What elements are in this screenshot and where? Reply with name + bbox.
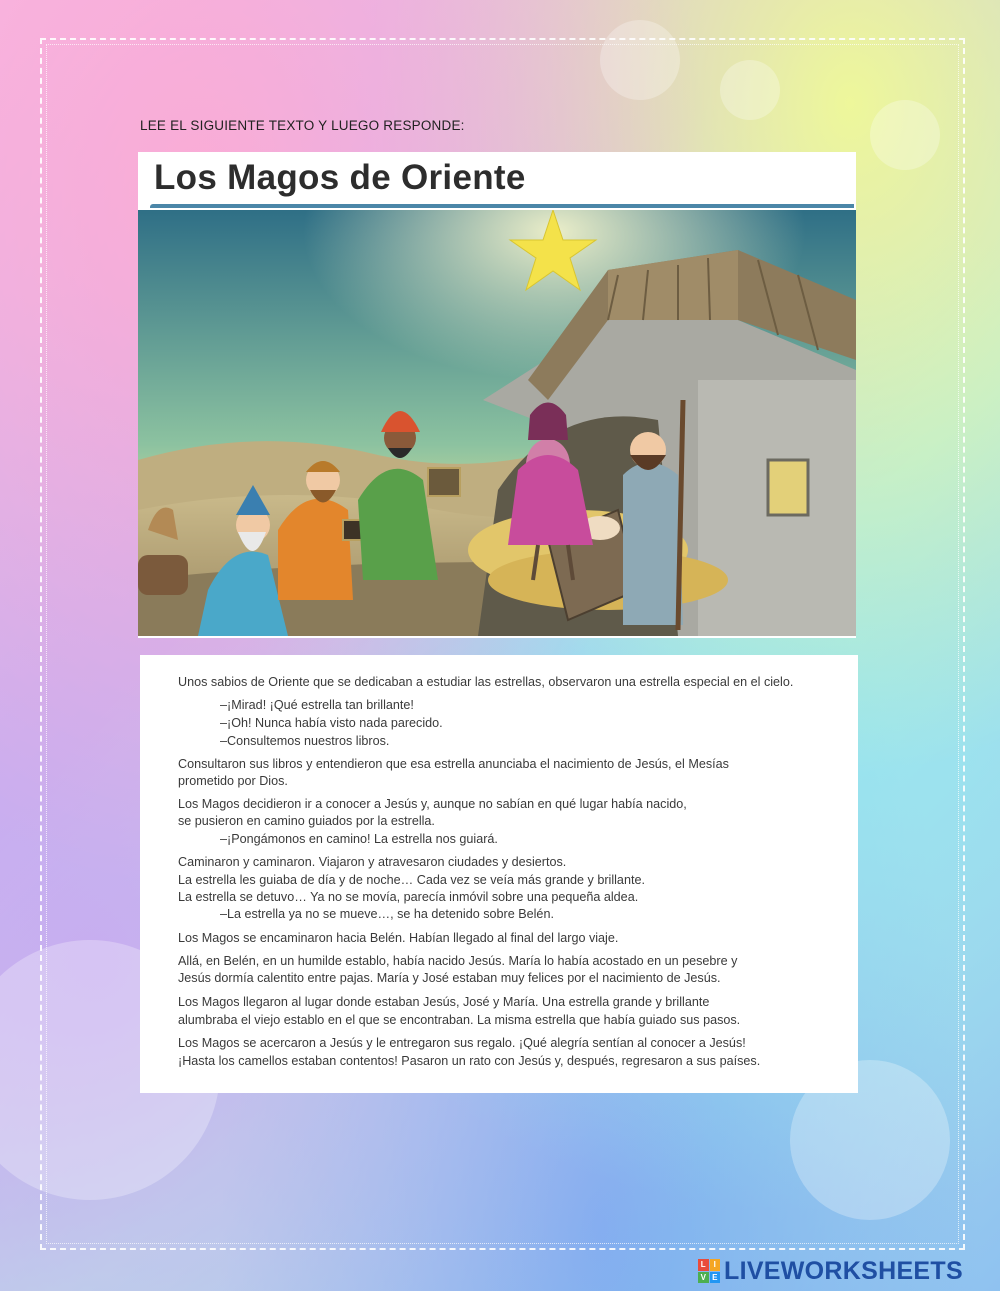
paragraph: La estrella les guiaba de día y de noche… Cada vez se veía más grande y brillante. <box>178 873 645 887</box>
story-text-panel <box>140 655 858 1093</box>
title-bar <box>138 152 856 208</box>
paragraph: prometido por Dios. <box>178 774 288 788</box>
paragraph: Los Magos decidieron ir a conocer a Jesús y, aunque no sabían en qué lugar había nacido, <box>178 797 687 811</box>
badge-letter: I <box>710 1259 721 1271</box>
paragraph: La estrella se detuvo… Ya no se movía, parecía inmóvil sobre una pequeña aldea. <box>178 890 639 904</box>
paragraph: Caminaron y caminaron. Viajaron y atravesaron ciudades y desiertos. <box>178 855 567 869</box>
badge-letter: V <box>698 1272 709 1284</box>
paragraph: Consultaron sus libros y entendieron que esa estrella anunciaba el nacimiento de Jesús, el Mesías <box>178 757 729 771</box>
paragraph: Allá, en Belén, en un humilde establo, había nacido Jesús. María lo había acostado en un pesebre y <box>178 954 738 968</box>
story-illustration <box>138 152 856 638</box>
live-badge-icon <box>698 1259 720 1283</box>
dialogue-line: –Consultemos nuestros libros. <box>220 734 390 748</box>
paragraph: ¡Hasta los camellos estaban contentos! Pasaron un rato con Jesús y, después, regresaron a sus países. <box>178 1054 761 1068</box>
logo-text: LIVEWORKSHEETS <box>724 1256 963 1285</box>
paragraph: se pusieron en camino guiados por la estrella. <box>178 814 435 828</box>
story-title: Los Magos de Oriente <box>154 158 526 197</box>
nativity-scene-illustration <box>138 210 856 636</box>
dialogue-line: –¡Pongámonos en camino! La estrella nos guiará. <box>220 832 498 846</box>
dialogue-line: –¡Mirad! ¡Qué estrella tan brillante! <box>220 698 414 712</box>
paragraph: Los Magos se acercaron a Jesús y le entregaron sus regalo. ¡Qué alegría sentían al conocer a Jesús! <box>178 1036 746 1050</box>
paragraph: Los Magos se encaminaron hacia Belén. Habían llegado al final del largo viaje. <box>178 931 619 945</box>
dialogue-line: –¡Oh! Nunca había visto nada parecido. <box>220 716 443 730</box>
paragraph: Los Magos llegaron al lugar donde estaban Jesús, José y María. Una estrella grande y brillante <box>178 995 710 1009</box>
badge-letter: L <box>698 1259 709 1271</box>
title-underline <box>150 204 854 208</box>
badge-letter: E <box>710 1272 721 1284</box>
instruction-text: LEE EL SIGUIENTE TEXTO Y LUEGO RESPONDE: <box>140 118 465 133</box>
paragraph: alumbraba el viejo establo en el que se encontraban. La misma estrella que había guiado sus pasos. <box>178 1013 741 1027</box>
paragraph: Unos sabios de Oriente que se dedicaban a estudiar las estrellas, observaron una estrella especial en el cielo. <box>178 675 794 689</box>
liveworksheets-logo[interactable] <box>698 1258 963 1284</box>
dialogue-line: –La estrella ya no se mueve…, se ha detenido sobre Belén. <box>220 907 554 921</box>
paragraph: Jesús dormía calentito entre pajas. María y José estaban muy felices por el nacimiento de Jesús. <box>178 971 721 985</box>
